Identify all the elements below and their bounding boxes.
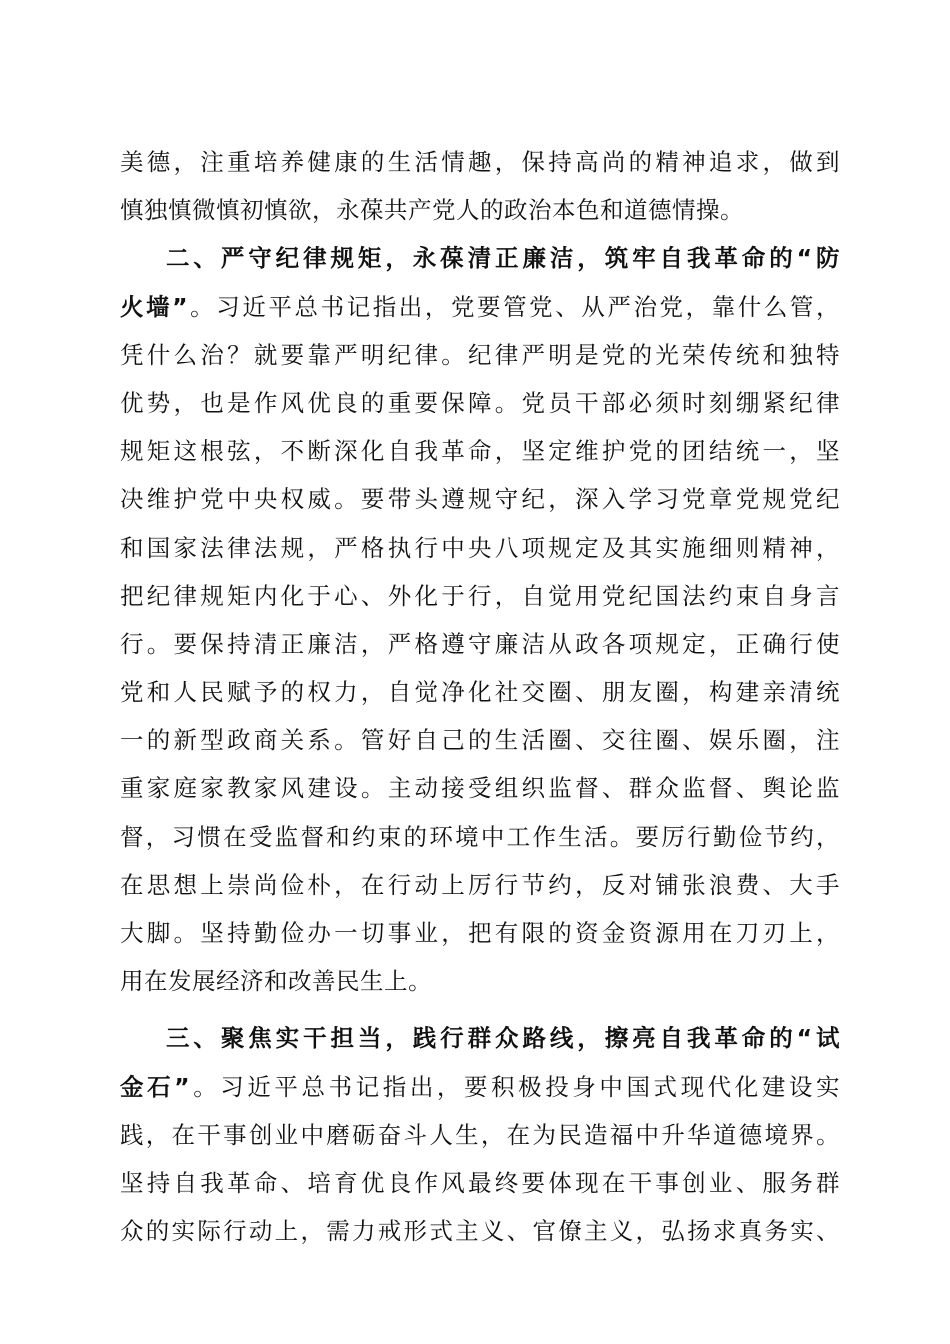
paragraph-1 [120,138,840,234]
text-line: 决维护党中央权威。要带头遵规守纪，深入学习党章党规党纪 [120,485,840,514]
section-heading: 三、聚焦实干担当，践行群众路线，擦亮自我革命的“试 [166,1024,840,1053]
text-line: 在思想上崇尚俭朴，在行动上厉行节约，反对铺张浪费、大手 [120,870,840,899]
text-line: 慎独慎微慎初慎欲，永葆共产党人的政治本色和道德情操。 [120,196,744,225]
text-line: 美德，注重培养健康的生活情趣，保持高尚的精神追求，做到 [120,148,840,176]
text-line: 众的实际行动上，需力戒形式主义、官僚主义，弘扬求真务实、 [120,1217,840,1246]
text-line: 行。要保持清正廉洁，严格遵守廉洁从政各项规定，正确行使 [120,629,840,658]
text-line: 督，习惯在受监督和约束的环境中工作生活。要厉行勤俭节约， [120,822,840,851]
text-line: 重家庭家教家风建设。主动接受组织监督、群众监督、舆论监 [120,774,840,803]
body-text [120,138,840,1255]
text-line [120,283,840,331]
section-2 [120,234,840,1005]
text-span: 。习近平总书记指出，党要管党、从严治党，靠什么管， [188,292,841,321]
text-line [120,1063,840,1111]
section-heading: 二、严守纪律规矩，永葆清正廉洁，筑牢自我革命的“防 [166,244,840,273]
section-gap [120,1005,840,1014]
section-heading-tail: 金石” [120,1072,191,1101]
text-line: 用在发展经济和改善民生上。 [120,967,432,996]
section-heading-tail: 火墙” [120,292,189,321]
text-line: 一的新型政商关系。管好自己的生活圈、交往圈、娱乐圈，注 [120,726,840,755]
text-span: 。习近平总书记指出，要积极投身中国式现代化建设实 [190,1072,840,1101]
text-line: 践，在干事创业中磨砺奋斗人生，在为民造福中升华道德境界。 [120,1120,840,1149]
section-3 [120,1014,840,1255]
text-line: 大脚。坚持勤俭办一切事业，把有限的资金资源用在刀刃上， [120,919,840,947]
text-line: 规矩这根弦，不断深化自我革命，坚定维护党的团结统一，坚 [120,437,840,466]
text-line: 和国家法律法规，严格执行中央八项规定及其实施细则精神， [120,533,840,562]
text-line: 优势，也是作风优良的重要保障。党员干部必须时刻绷紧纪律 [120,388,840,417]
text-line: 把纪律规矩内化于心、外化于行，自觉用党纪国法约束自身言 [120,581,840,610]
text-line: 凭什么治？就要靠严明纪律。纪律严明是党的光荣传统和独特 [120,340,840,369]
text-line: 坚持自我革命、培育优良作风最终要体现在干事创业、服务群 [120,1168,840,1197]
text-line: 党和人民赋予的权力，自觉净化社交圈、朋友圈，构建亲清统 [120,678,840,707]
